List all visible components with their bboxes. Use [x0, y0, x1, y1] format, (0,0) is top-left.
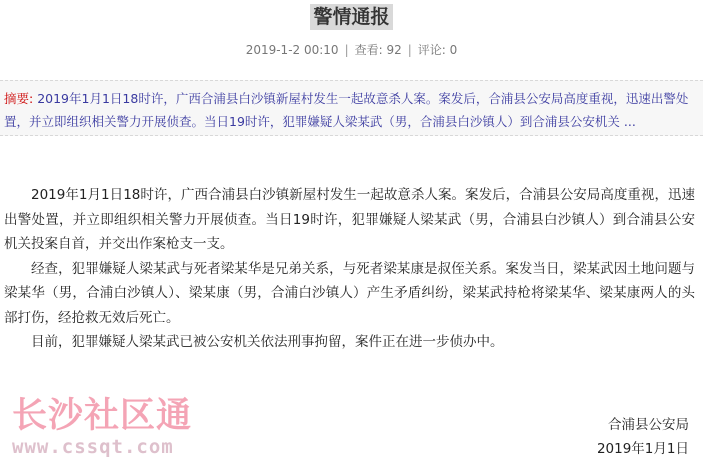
- body-paragraph: 经查，犯罪嫌疑人梁某武与死者梁某华是兄弟关系，与死者梁某康是叔侄关系。案发当日，梁某武因土地问题与梁某华（男，合浦白沙镇人）、梁某康（男，合浦白沙镇人）产生矛盾纠纷，梁某武持枪将梁某华、梁某康两人的头部打伤，经抢救无效后死亡。: [4, 260, 695, 326]
- title-container: [0, 4, 703, 30]
- comment-count: 评论: 0: [417, 43, 458, 57]
- signature-block: [597, 413, 689, 461]
- signature-date: 2019年1月1日: [596, 441, 689, 457]
- view-count: 查看: 92: [354, 43, 402, 57]
- publish-datetime: 2019-1-2 00:10: [245, 43, 339, 57]
- summary-label: 摘要:: [4, 91, 34, 106]
- signature-org: 合浦县公安局: [608, 417, 689, 433]
- article-meta: [0, 42, 703, 58]
- watermark-url: www.cssqt.com: [12, 436, 174, 458]
- meta-separator: |: [344, 43, 349, 57]
- page-title: 警情通报: [310, 4, 392, 30]
- summary-box: [0, 80, 703, 136]
- article-body: [4, 183, 695, 355]
- meta-separator: |: [407, 43, 412, 57]
- summary-text: 2019年1月1日18时许，广西合浦县白沙镇新屋村发生一起故意杀人案。案发后，合浦县公安局高度重视，迅速出警处置，并立即组织相关警力开展侦查。当日19时许，犯罪嫌疑人梁某武（男，合浦县白沙镇人）到合浦县公安机关 ...: [4, 91, 689, 129]
- body-paragraph: 目前，犯罪嫌疑人梁某武已被公安机关依法刑事拘留，案件正在进一步侦办中。: [31, 334, 504, 350]
- body-paragraph: 2019年1月1日18时许，广西合浦县白沙镇新屋村发生一起故意杀人案。案发后，合浦县公安局高度重视，迅速出警处置，并立即组织相关警力开展侦查。当日19时许，犯罪嫌疑人梁某武（男，合浦县白沙镇人）到合浦县公安机关投案自首，并交出作案枪支一支。: [4, 187, 695, 252]
- watermark-site-name: 长沙社区通: [12, 396, 193, 436]
- site-watermark: [12, 396, 242, 458]
